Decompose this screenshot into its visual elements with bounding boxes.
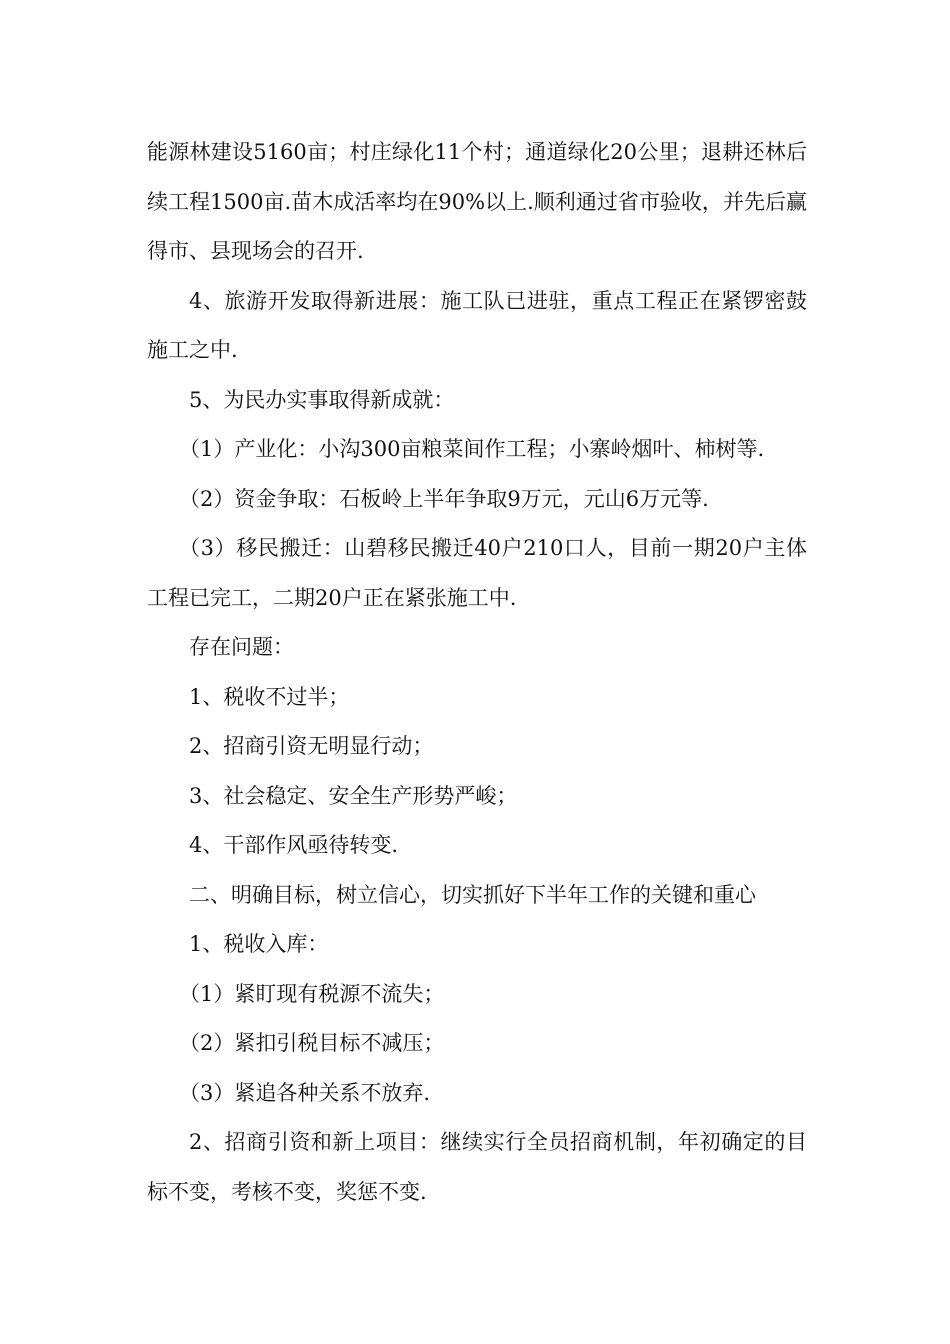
list-item-tax-source: （1）紧盯现有税源不流失； <box>179 981 445 1006</box>
list-item-funding: （2）资金争取：石板岭上半年争取9万元，元山6万元等. <box>179 486 709 511</box>
section-heading-goals: 二、明确目标，树立信心，切实抓好下半年工作的关键和重心 <box>189 882 756 907</box>
paragraph-public-projects: 5、为民办实事取得新成就： <box>189 387 455 412</box>
list-item-problem-safety: 3、社会稳定、安全生产形势严峻； <box>189 783 518 808</box>
document-body <box>147 128 807 1217</box>
paragraph-investment-projects: 2、招商引资和新上项目：继续实行全员招商机制，年初确定的目标不变，考核不变，奖惩不变. <box>147 1130 807 1204</box>
subheading-tax-collection: 1、税收入库： <box>189 932 329 956</box>
paragraph-tourism-progress: 4、旅游开发取得新进展：施工队已进驻，重点工程正在紧锣密鼓施工之中. <box>147 288 807 362</box>
list-item-problem-tax: 1、税收不过半； <box>189 684 350 709</box>
list-item-problem-cadre: 4、干部作风亟待转变. <box>189 833 399 857</box>
heading-existing-problems: 存在问题： <box>189 635 294 659</box>
list-item-relocation: （3）移民搬迁：山碧移民搬迁40户210口人，目前一期20户主体工程已完工，二期20户正在紧张施工中. <box>147 536 807 610</box>
list-item-tax-relations: （3）紧追各种关系不放弃. <box>179 1080 431 1105</box>
paragraph-forestry-results: 能源林建设5160亩；村庄绿化11个村；通道绿化20公里；退耕还林后续工程1500亩.苗木成活率均在90%以上.顺利通过省市验收，并先后赢得市、县现场会的召开. <box>147 140 807 263</box>
list-item-industrialization: （1）产业化：小沟300亩粮菜间作工程；小寨岭烟叶、柿树等. <box>179 437 765 461</box>
list-item-tax-target: （2）紧扣引税目标不减压； <box>179 1031 445 1055</box>
list-item-problem-investment: 2、招商引资无明显行动； <box>189 734 434 758</box>
